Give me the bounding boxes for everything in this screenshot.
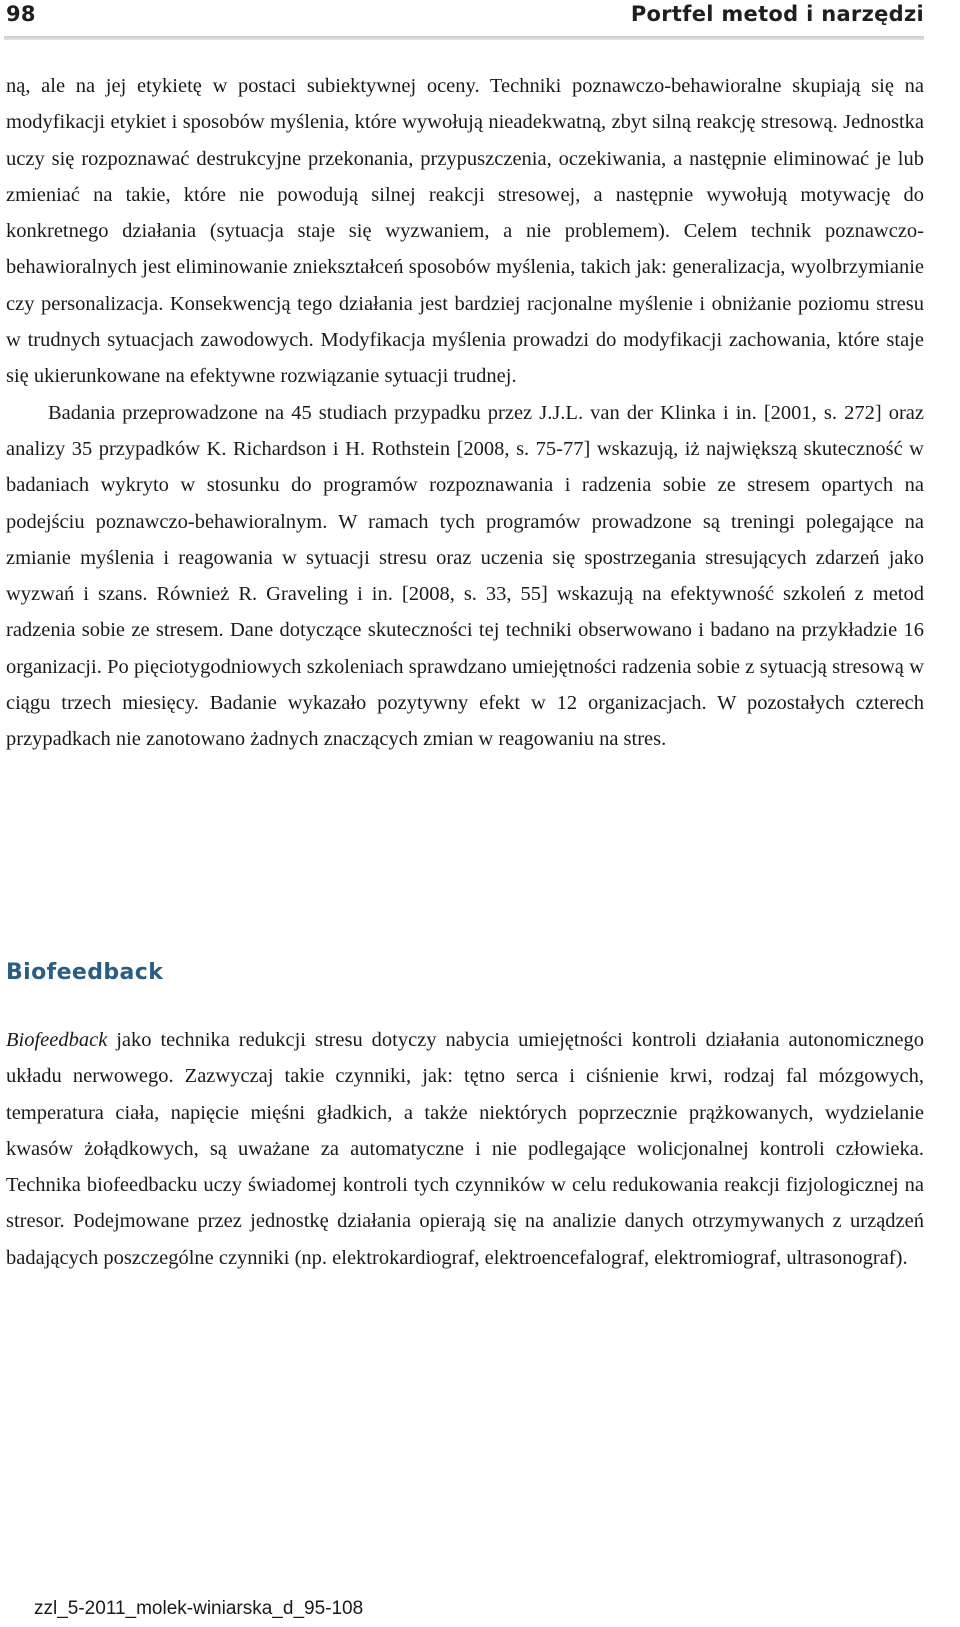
section-heading-biofeedback: Biofeedback bbox=[6, 960, 164, 985]
paragraph-research: Badania przeprowadzone na 45 studiach przypadku przez J.J.L. van der Klinka i in. [2001, s. 272] oraz analizy 35 przypadków K. Richardson i H. Rothstein [2008, s. 75-77] wskazują, iż największą skuteczność w badaniach wykryto w stosunku do programów rozpoznawania i radzenia sobie ze stresem opartych na podejściu poznawczo-behawioralnym. W ramach tych programów prowadzone są treningi polegające na zmianie myślenia i reagowania w sytuacji stresu oraz uczenia się spostrzegania stresujących zdarzeń jako wyzwań i szans. Również R. Graveling i in. [2008, s. 33, 55] wskazują na efektywność szkoleń z metod radzenia sobie ze stresem. Dane dotyczące skuteczności tej techniki obserwowano i badano na przykładzie 16 organizacji. Po pięciotygodniowych szkoleniach sprawdzano umiejętności radzenia sobie z sytuacją stresową w ciągu trzech miesięcy. Badanie wykazało pozytywny efekt w 12 organizacjach. W pozostałych czterech przypadkach nie zanotowano żadnych znaczących zmian w reagowaniu na stres. bbox=[6, 401, 924, 751]
italic-term: Biofeedback bbox=[6, 1029, 108, 1051]
page-number: 98 bbox=[6, 2, 36, 26]
paragraph-biofeedback-body: jako technika redukcji stresu dotyczy nabycia umiejętności kontroli działania autonomicznego układu nerwowego. Zazwyczaj takie czynniki, jak: tętno serca i ciśnienie krwi, rodzaj fal mózgowych, temperatura ciała, napięcie mięśni gładkich, a także niektórych poprzecznie prążkowanych, wydzielanie kwasów żołądkowych, są uważane za automatyczne i nie podlegające wolicjonalnej kontroli człowieka. Technika biofeedbacku uczy świadomej kontroli tych czynników w celu redukowania reakcji fizjologicznej na stresor. Podejmowane przez jednostkę działania opierają się na analizie danych otrzymywanych z urządzeń badających poszczególne czynniki (np. elektrokardiograf, elektroencefalograf, elektromiograf, ultrasonograf). bbox=[6, 1029, 924, 1269]
page-header bbox=[6, 0, 924, 34]
biofeedback-text-block bbox=[6, 1022, 924, 1276]
footer-file-label: zzl_5-2011_molek-winiarska_d_95-108 bbox=[34, 1598, 364, 1619]
paragraph-cbt-continuation: ną, ale na jej etykietę w postaci subiektywnej oceny. Techniki poznawczo-behawioralne skupiają się na modyfikacji etykiet i sposobów myślenia, które wywołują nieadekwatną, zbyt silną reakcję stresową. Jednostka uczy się rozpoznawać destrukcyjne przekonania, przypuszczenia, oczekiwania, a następnie eliminować je lub zmieniać na takie, które nie powodują silnej reakcji stresowej, a następnie wywołują motywację do konkretnego działania (sytuacja staje się wyzwaniem, a nie problemem). Celem technik poznawczo-behawioralnych jest eliminowanie zniekształceń sposobów myślenia, takich jak: generalizacja, wyolbrzymianie czy personalizacja. Konsekwencją tego działania jest bardziej racjonalne myślenie i obniżanie poziomu stresu w trudnych sytuacjach zawodowych. Modyfikacja myślenia prowadzi do modyfikacji zachowania, które staje się ukierunkowane na efektywne rozwiązanie sytuacji trudnej. bbox=[6, 75, 924, 388]
running-title: Portfel metod i narzędzi bbox=[630, 2, 924, 26]
main-text-block bbox=[6, 68, 924, 758]
paragraph-biofeedback bbox=[6, 1022, 924, 1276]
header-rule bbox=[4, 36, 924, 40]
